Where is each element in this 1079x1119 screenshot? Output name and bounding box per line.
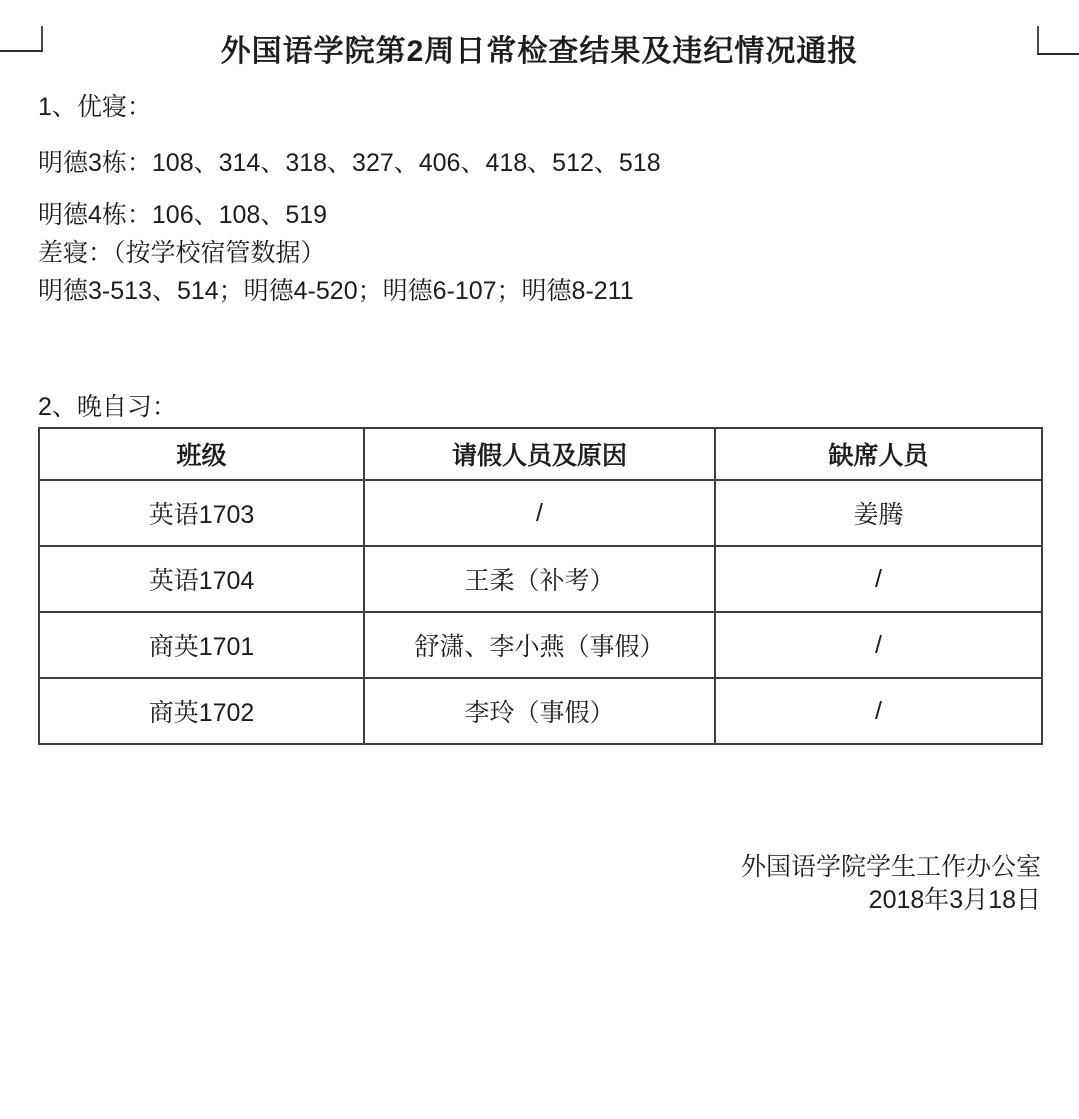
dorm-bad-line: 明德3-513、514；明德4-520；明德6-107；明德8-211: [38, 277, 634, 305]
header-class: 班级: [39, 428, 364, 480]
section-heading-evening-study: 2、晚自习：: [38, 393, 177, 421]
leave-cell: 李玲（事假）: [364, 678, 715, 744]
dorm-good-line-building3: 明德3栋：108、314、318、327、406、418、512、518: [38, 149, 661, 177]
absent-cell: /: [715, 612, 1042, 678]
table-header-row: [39, 428, 1042, 480]
signature-line: 外国语学院学生工作办公室: [740, 853, 1041, 881]
dorm-bad-label: 差寝：（按学校宿管数据）: [38, 239, 326, 267]
table-row: [39, 612, 1042, 678]
class-cell: 商英1701: [39, 612, 364, 678]
document-page: [0, 26, 1079, 1119]
absent-cell: 姜腾: [715, 480, 1042, 546]
header-leave: 请假人员及原因: [364, 428, 715, 480]
table-row: [39, 480, 1042, 546]
absent-cell: /: [715, 546, 1042, 612]
crop-mark-top-left: [0, 26, 43, 52]
dorm-good-line-building4: 明德4栋：106、108、519: [38, 201, 328, 229]
section-heading-dorm: 1、优寝：: [38, 93, 152, 121]
class-cell: 英语1704: [39, 546, 364, 612]
table-row: [39, 546, 1042, 612]
leave-cell: 王柔（补考）: [364, 546, 715, 612]
table-row: [39, 678, 1042, 744]
document-footer: [38, 851, 1041, 917]
leave-cell: /: [364, 480, 715, 546]
header-absent: 缺席人员: [715, 428, 1042, 480]
document-body: [0, 26, 1079, 917]
date-line: 2018年3月18日: [868, 886, 1041, 914]
class-cell: 商英1702: [39, 678, 364, 744]
crop-mark-top-right: [1037, 26, 1079, 55]
absent-cell: /: [715, 678, 1042, 744]
leave-cell: 舒潇、李小燕（事假）: [364, 612, 715, 678]
page-title: 外国语学院第2周日常检查结果及违纪情况通报: [220, 35, 859, 68]
evening-study-table: [38, 427, 1043, 745]
class-cell: 英语1703: [39, 480, 364, 546]
